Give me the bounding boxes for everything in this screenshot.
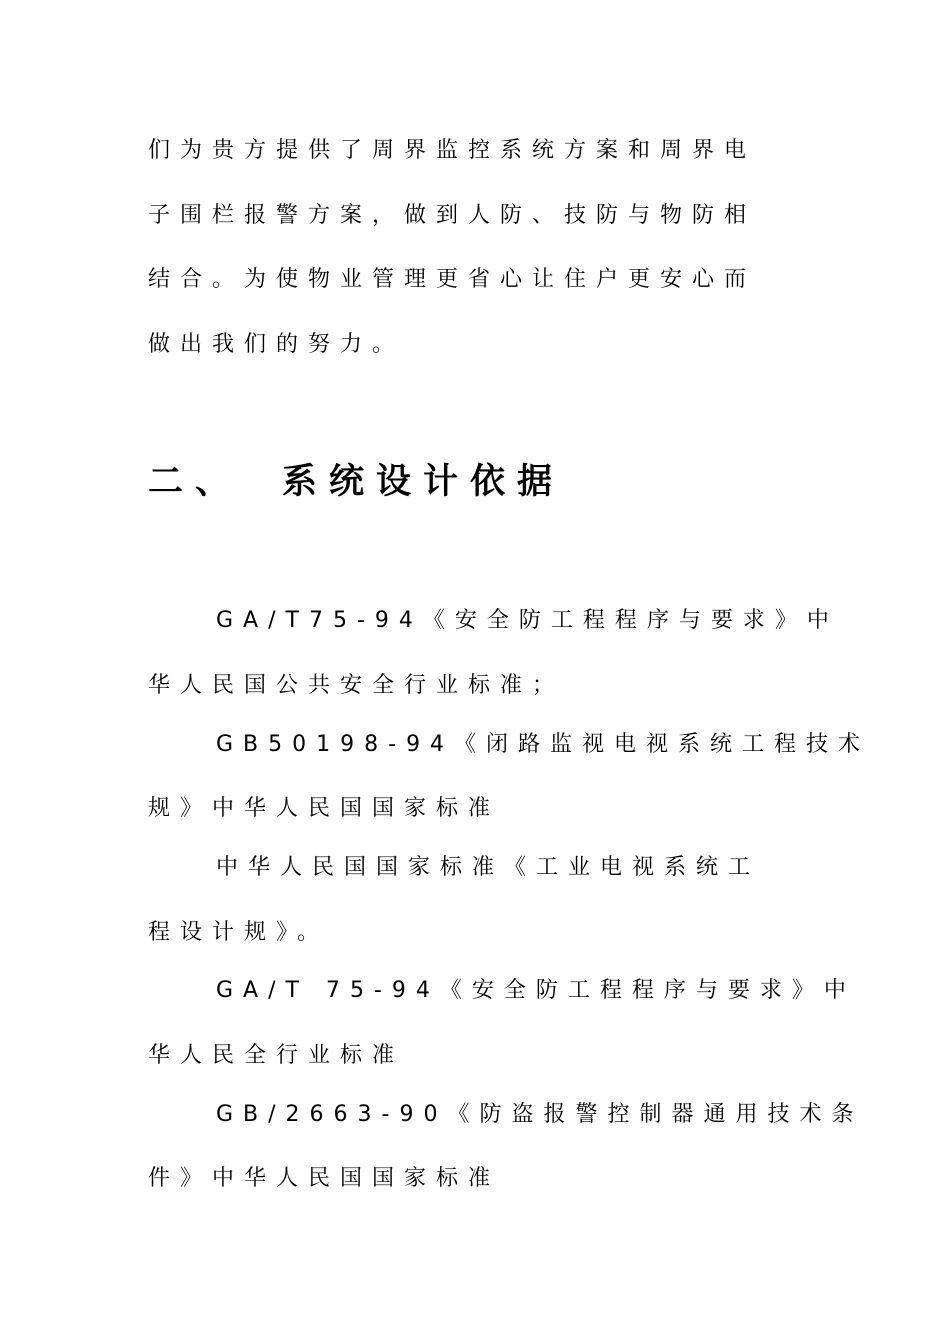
section-title: 系统设计依据 xyxy=(282,462,565,502)
intro-line-2: 子围栏报警方案，做到人防、技防与物防相 xyxy=(148,203,757,228)
section-number: 二、 xyxy=(148,462,243,502)
section-heading xyxy=(148,460,564,504)
reference-3-first-line: 中华人民国国家标准《工业电视系统工 xyxy=(216,855,761,880)
intro-line-4: 做出我们的努力。 xyxy=(148,332,405,357)
reference-4-first-line: GA/T 75-94《安全防工程程序与要求》中 xyxy=(216,978,856,1003)
reference-3-second-line: 程设计规》。 xyxy=(148,920,330,945)
reference-1-first-line: GA/T75-94《安全防工程程序与要求》中 xyxy=(216,608,839,633)
reference-5-second-line: 件》中华人民国国家标准 xyxy=(148,1166,501,1191)
intro-line-3: 结合。为使物业管理更省心让住户更安心而 xyxy=(148,267,757,292)
reference-2-second-line: 规》中华人民国国家标准 xyxy=(148,796,501,821)
reference-2-first-line: GB50198-94《闭路监视电视系统工程技术 xyxy=(216,732,871,757)
reference-4-second-line: 华人民全行业标准 xyxy=(148,1043,405,1068)
intro-line-1: 们为贵方提供了周界监控系统方案和周界电 xyxy=(148,138,757,163)
reference-1-second-line: 华人民国公共安全行业标准； xyxy=(148,673,565,698)
reference-5-first-line: GB/2663-90《防盗报警控制器通用技术条 xyxy=(216,1102,864,1127)
